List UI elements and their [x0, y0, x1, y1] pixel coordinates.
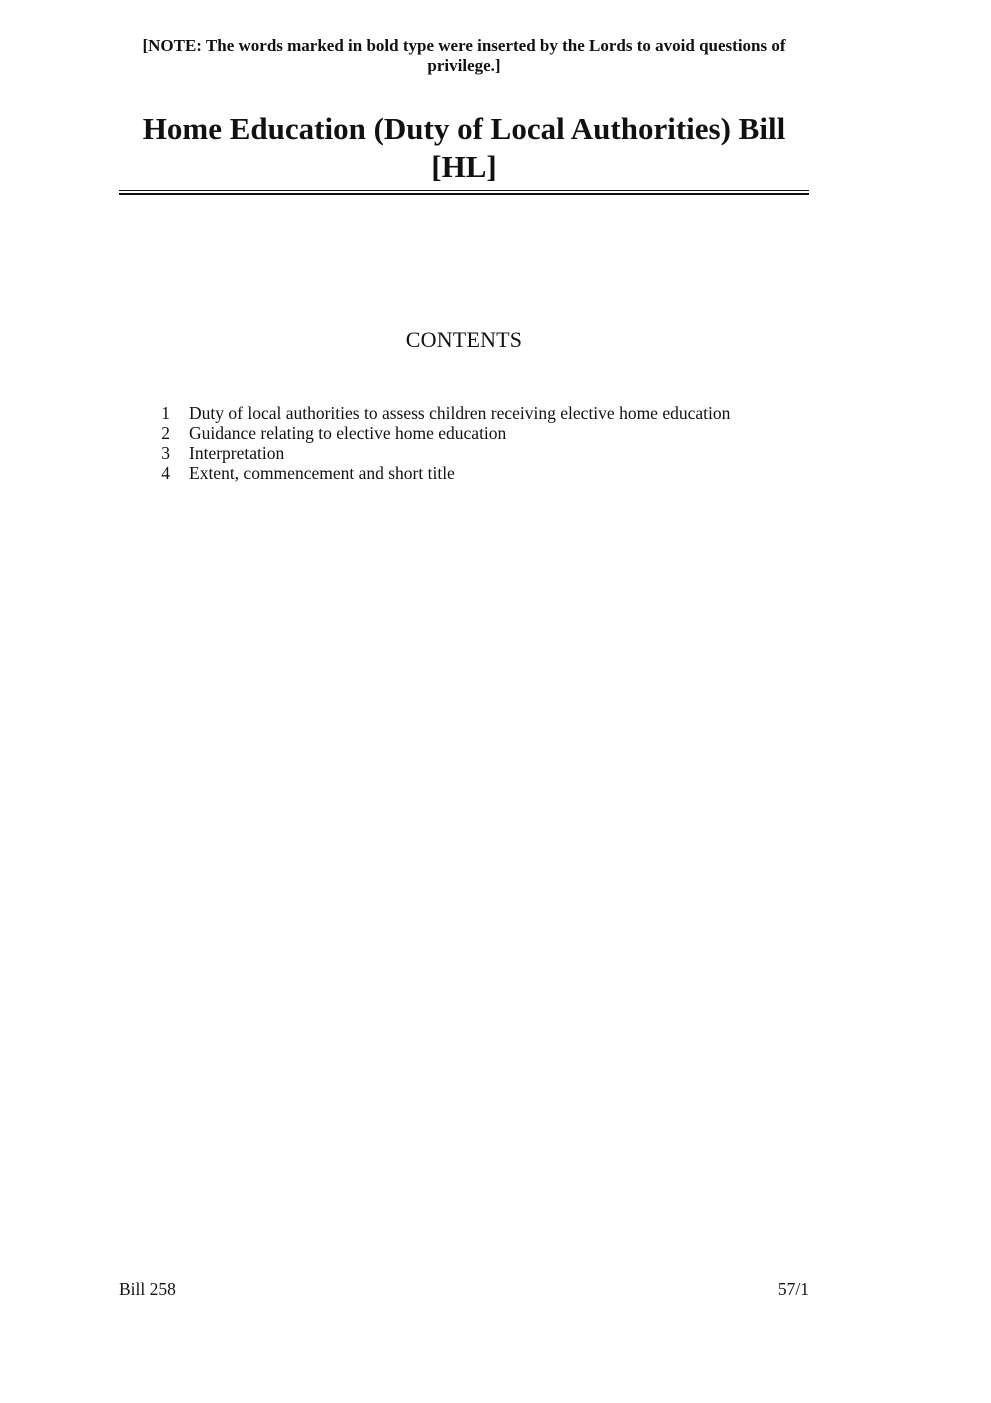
bill-number: Bill 258 [119, 1279, 176, 1299]
contents-list [150, 403, 850, 483]
contents-item-number: 4 [161, 463, 170, 483]
bill-title: Home Education (Duty of Local Authorities) Bill [HL] [142, 111, 786, 184]
contents-item [150, 443, 850, 463]
contents-item [150, 403, 850, 423]
privilege-note: [NOTE: The words marked in bold type were inserted by the Lords to avoid questions of privilege.] [142, 36, 786, 75]
contents-heading: CONTENTS [405, 327, 523, 352]
print-reference: 57/1 [777, 1279, 809, 1299]
contents-item [150, 423, 850, 443]
contents-item-number: 2 [161, 423, 170, 443]
contents-item-text: Interpretation [189, 443, 285, 463]
contents-item-text: Duty of local authorities to assess children receiving elective home education [189, 403, 731, 423]
contents-item-number: 1 [161, 403, 170, 423]
contents-item [150, 463, 850, 483]
contents-item-text: Guidance relating to elective home education [189, 423, 507, 443]
title-rule-thin [119, 190, 809, 191]
contents-item-number: 3 [161, 443, 170, 463]
title-rule-thick [119, 193, 809, 195]
contents-item-text: Extent, commencement and short title [189, 463, 455, 483]
